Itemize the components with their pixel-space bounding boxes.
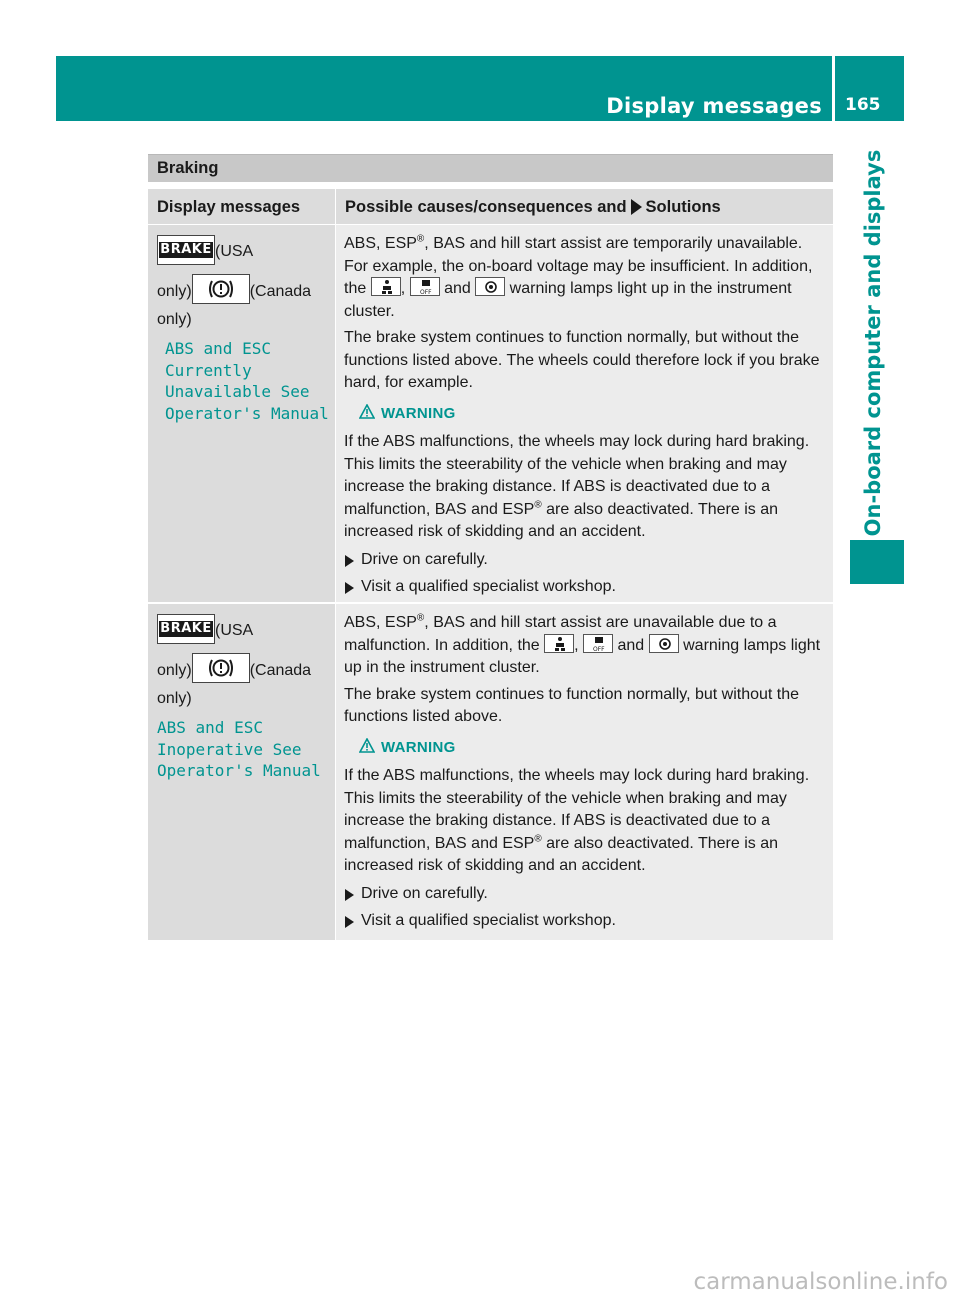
only-label: only)	[157, 690, 192, 707]
brake-assist-indicator-icon	[544, 634, 574, 653]
action-step: Drive on carefully.	[344, 549, 828, 572]
canada-label: (Canada	[249, 662, 312, 680]
only-label: only)	[157, 283, 192, 301]
warning-label: WARNING	[359, 403, 828, 426]
action-step: Visit a qualified specialist workshop.	[344, 576, 828, 599]
cause-paragraph: ABS, ESP®, BAS and hill start assist are temporarily unavailable. For example, the on-board voltage may be insufficient. In addition, the , OFF and warning lamps light up in the instrument cluster.	[344, 233, 813, 320]
display-message-text: ABS and ESC Inoperative See Operator's Manual	[157, 718, 321, 780]
warning-paragraph: If the ABS malfunctions, the wheels may lock during hard braking. This limits the steerability of the vehicle when braking and may increase the braking distance. If ABS is deactivated due to a malfunction, BAS and ESP® are also deactivated. There is an increased risk of skidding and an accident.	[344, 433, 810, 540]
only-label: only)	[157, 311, 192, 328]
table-row-2-display-cell	[148, 604, 335, 940]
brake-warning-icon: BRAKE	[157, 614, 215, 644]
page-number: 165	[845, 95, 881, 115]
column-header-causes-solutions	[336, 189, 833, 224]
abs-indicator-icon	[649, 634, 679, 653]
warning-paragraph: If the ABS malfunctions, the wheels may lock during hard braking. This limits the steerability of the vehicle when braking and may increase the braking distance. If ABS is deactivated due to a malfunction, BAS and ESP® are also deactivated. There is an increased risk of skidding and an accident.	[344, 767, 810, 874]
brake-assist-indicator-icon	[371, 277, 401, 296]
solution-arrow-icon	[631, 199, 642, 215]
esp-off-indicator-icon	[410, 277, 440, 296]
table-row-1-solution-cell	[336, 225, 833, 602]
usa-label: (USA	[215, 622, 254, 640]
side-tab-marker	[850, 540, 904, 584]
side-tab-label: On-board computer and displays	[861, 149, 885, 536]
column-header-display-messages	[148, 189, 335, 224]
watermark: carmanualsonline.info	[693, 1269, 948, 1295]
display-message-text: ABS and ESC Currently Unavailable See Operator's Manual	[165, 339, 329, 423]
cause-paragraph: ABS, ESP®, BAS and hill start assist are unavailable due to a malfunction. In addition, the , OFF and warning lamps light up in the instrument cluster.	[344, 612, 821, 676]
section-title: Braking	[157, 159, 219, 177]
warning-label: WARNING	[359, 737, 828, 760]
section-heading	[148, 154, 833, 182]
info-paragraph: The brake system continues to function normally, but without the functions listed above.	[344, 685, 800, 725]
usa-label: (USA	[215, 243, 254, 261]
column-header-label	[345, 198, 721, 217]
warning-triangle-icon	[359, 404, 375, 419]
info-paragraph: The brake system continues to function normally, but without the functions listed above. The wheels could therefore lock if you brake hard, for example.	[344, 329, 820, 391]
warning-triangle-icon	[359, 738, 375, 753]
header-bar	[56, 56, 832, 121]
column-header-label: Display messages	[157, 198, 301, 216]
column-header-solutions: Solutions	[645, 198, 721, 216]
abs-indicator-icon	[475, 277, 505, 296]
abs-warning-icon	[192, 653, 250, 683]
column-header-causes: Possible causes/consequences and	[345, 198, 627, 216]
only-label: only)	[157, 662, 192, 680]
canada-label: (Canada	[249, 283, 312, 301]
esp-off-indicator-icon	[583, 634, 613, 653]
action-step: Visit a qualified specialist workshop.	[344, 910, 828, 933]
brake-warning-icon: BRAKE	[157, 235, 215, 265]
svg-text:OFF: OFF	[593, 645, 605, 652]
table-row-1-display-cell	[148, 225, 335, 602]
page-title: Display messages	[606, 94, 822, 118]
table-row-2-solution-cell	[336, 604, 833, 940]
svg-text:OFF: OFF	[419, 289, 432, 296]
side-tab	[858, 149, 888, 536]
abs-warning-icon	[192, 274, 250, 304]
action-step: Drive on carefully.	[344, 883, 828, 906]
page-number-box	[835, 56, 904, 121]
